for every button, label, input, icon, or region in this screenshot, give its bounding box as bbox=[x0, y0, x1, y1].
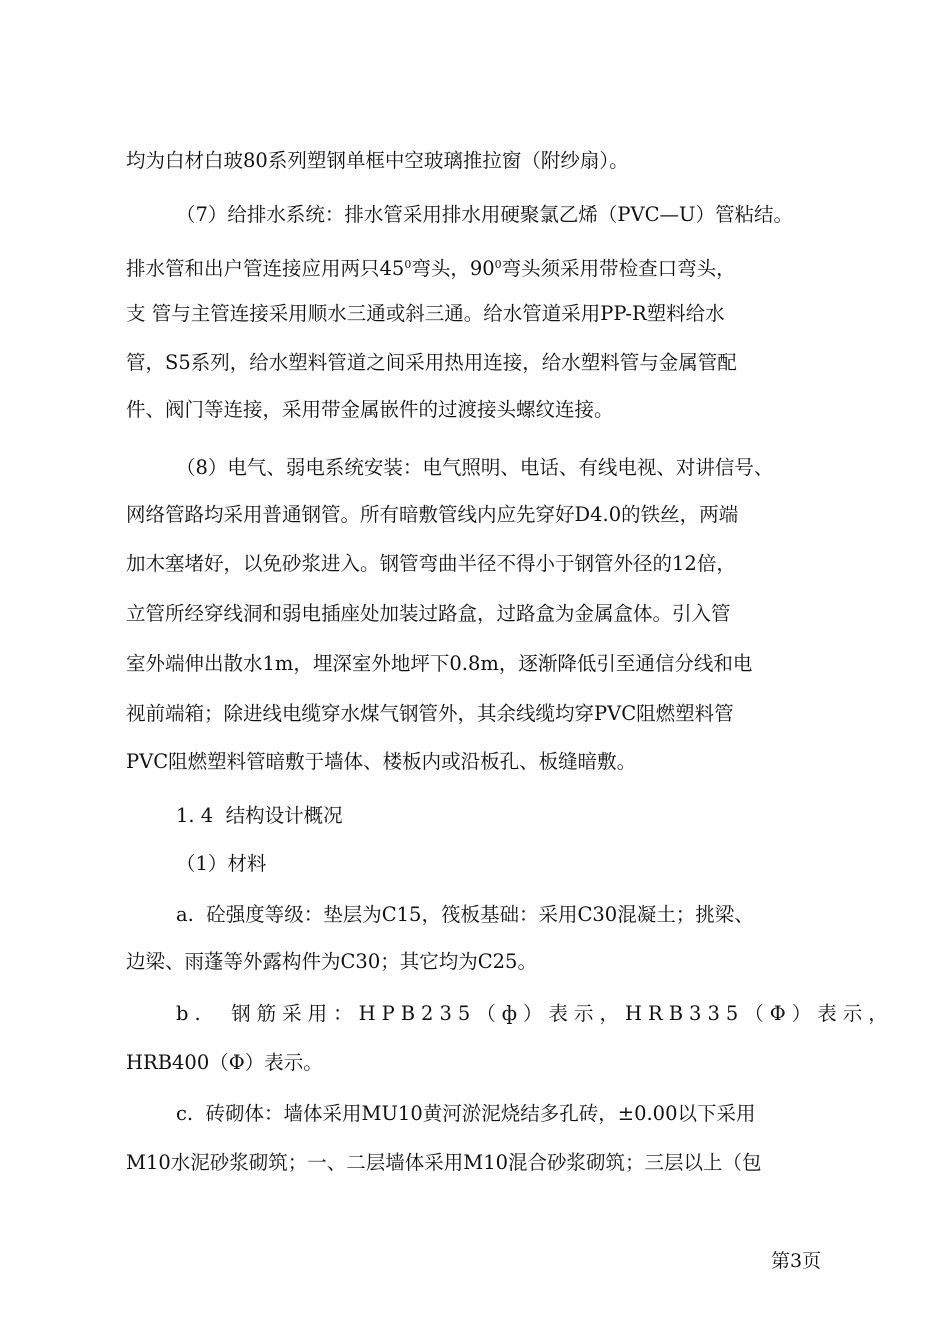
paragraph-line: PVC阻燃塑料管暗敷于墙体、楼板内或沿板孔、板缝暗敷。 bbox=[126, 750, 637, 773]
paragraph-line: HRB400（Φ）表示。 bbox=[126, 1051, 323, 1074]
paragraph-line: 立管所经穿线洞和弱电插座处加装过路盒，过路盒为金属盒体。引入管 bbox=[126, 602, 731, 625]
text-run: 排水管和出户管连接应用两只45 bbox=[126, 257, 405, 280]
superscript: 0 bbox=[494, 258, 502, 271]
paragraph-line: c. 砖砌体：墙体采用MU10黄河淤泥烧结多孔砖，±0.00以下采用 bbox=[176, 1102, 756, 1125]
paragraph-line: M10水泥砂浆砌筑；一、二层墙体采用M10混合砂浆砌筑；三层以上（包 bbox=[126, 1151, 762, 1174]
paragraph-line: a. 砼强度等级：垫层为C15，筏板基础：采用C30混凝土；挑梁、 bbox=[176, 903, 754, 926]
paragraph-line: 边梁、雨蓬等外露构件为C30；其它均为C25。 bbox=[126, 950, 537, 973]
paragraph-line: 均为白材白玻80系列塑钢单框中空玻璃推拉窗（附纱扇）。 bbox=[126, 149, 629, 172]
superscript: 0 bbox=[404, 258, 412, 271]
text-run: 弯头，90 bbox=[411, 257, 495, 280]
paragraph-line: 管，S5系列，给水塑料管道之间采用热用连接，给水塑料管与金属管配 bbox=[126, 351, 737, 374]
paragraph-line: b. 钢筋采用：HPB235（ф）表示，HRB335（Φ）表示， bbox=[176, 1002, 894, 1025]
page-number: 第3页 bbox=[771, 1250, 822, 1272]
paragraph-line bbox=[126, 257, 736, 281]
section-heading: 1. 4 结构设计概况 bbox=[176, 804, 343, 827]
paragraph-line: （8）电气、弱电系统安装：电气照明、电话、有线电视、对讲信号、 bbox=[176, 456, 774, 479]
paragraph-line: （7）给排水系统：排水管采用排水用硬聚氯乙烯（PVC—U）管粘结。 bbox=[176, 203, 793, 226]
paragraph-line: 视前端箱；除进线电缆穿水煤气钢管外，其余线缆均穿PVC阻燃塑料管 bbox=[126, 702, 734, 725]
paragraph-line: 网络管路均采用普通钢管。所有暗敷管线内应先穿好D4.0的铁丝，两端 bbox=[126, 503, 739, 526]
paragraph-line: 支 管与主管连接采用顺水三通或斜三通。给水管道采用PP-R塑料给水 bbox=[126, 302, 725, 325]
subsection-heading: （1）材料 bbox=[176, 852, 267, 875]
paragraph-line: 加木塞堵好，以免砂浆进入。钢管弯曲半径不得小于钢管外径的12倍， bbox=[126, 552, 736, 575]
text-run: 弯头须采用带检查口弯头， bbox=[501, 257, 736, 280]
paragraph-line: 室外端伸出散水1m，埋深室外地坪下0.8m，逐渐降低引至通信分线和电 bbox=[126, 652, 753, 675]
paragraph-line: 件、阀门等连接，采用带金属嵌件的过渡接头螺纹连接。 bbox=[126, 398, 614, 421]
